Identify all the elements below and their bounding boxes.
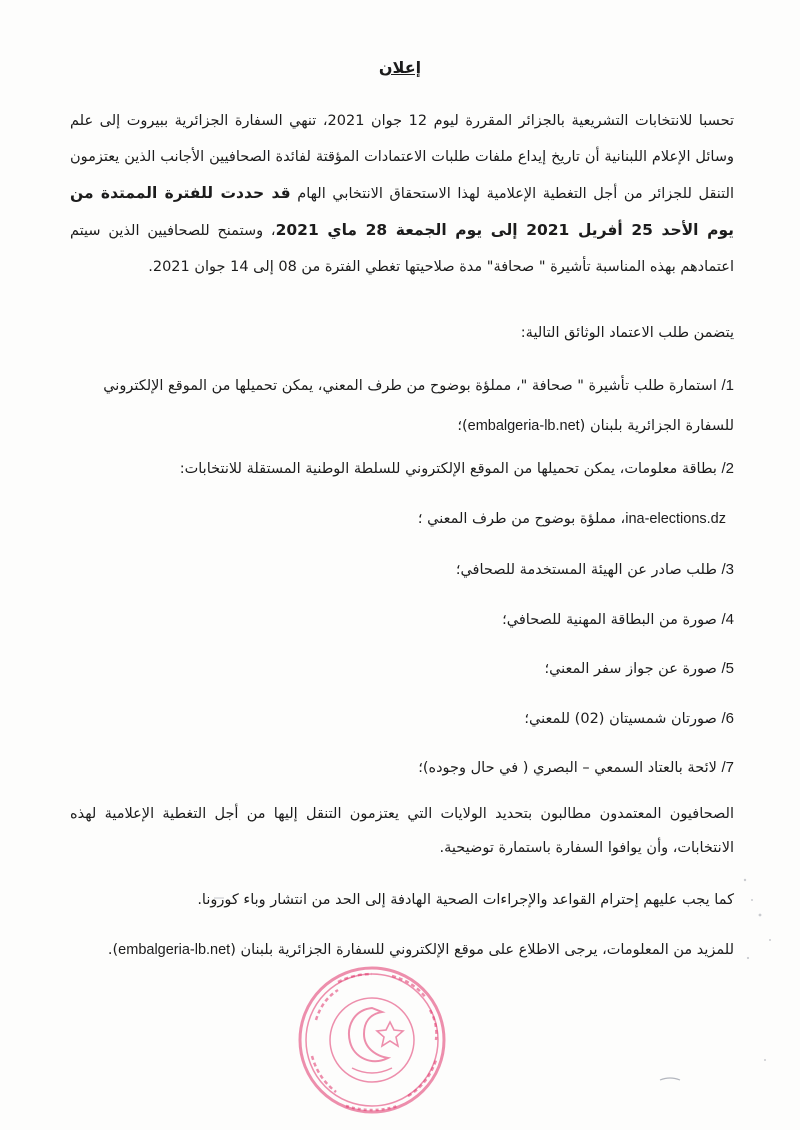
list-item-text: لائحة بالعتاد السمعي – البصري ( في حال وجوده)؛ <box>418 760 717 776</box>
journalists-paragraph: الصحافيون المعتمدون مطالبون بتحديد الولايات التي يعتزمون التنقل إليها من أجل التغطية الإعلامية لهذه الانتخابات، وأن يوافوا السفارة باستمارة توضيحية. <box>70 806 734 856</box>
list-item-text: ، مملؤة بوضوح من طرف المعني ؛ <box>417 511 626 527</box>
list-item-number: 4/ <box>721 611 734 628</box>
list-item-number: 7/ <box>721 759 734 776</box>
embassy-website-link[interactable]: embalgeria-lb.net <box>467 418 580 434</box>
list-item-2-continuation <box>70 500 726 538</box>
list-item-2 <box>70 450 734 488</box>
more-info-text: للمزيد من المعلومات، يرجى الاطلاع على موقع الإلكتروني للسفارة الجزائرية بلبنان ( <box>230 942 734 958</box>
list-item-number: 6/ <box>721 710 734 727</box>
list-item-7 <box>70 749 734 787</box>
list-item-number: 3/ <box>721 561 734 578</box>
list-item-text: صورة من البطاقة المهنية للصحافي؛ <box>502 612 717 628</box>
list-item-number: 2/ <box>721 460 734 477</box>
page-title: إعلان <box>378 58 422 77</box>
more-info-tail: ). <box>107 942 119 958</box>
intro-text-2: ، وستمنح للصحافيين الذين سيتم اعتمادهم بهذه المناسبة تأشيرة " صحافة" مدة صلاحيتها تغطي الفترة من 08 إلى 14 جوان 2021. <box>70 223 734 275</box>
intro-bold-dates: قد حددت للفترة الممتدة من يوم الأحد 25 أفريل 2021 إلى يوم الجمعة 28 ماي 2021 <box>70 184 735 239</box>
list-item-5 <box>70 650 734 688</box>
embassy-website-link-footer[interactable]: embalgeria-lb.net <box>118 942 231 958</box>
list-item-3 <box>70 551 734 589</box>
list-item-text: استمارة طلب تأشيرة " صحافة "، مملؤة بوضوح من طرف المعني، يمكن تحميلها من الموقع الإلكتروني للسفارة الجزائرية بلبنان ( <box>103 378 734 434</box>
intro-text-1: تحسبا للانتخابات التشريعية بالجزائر المقررة ليوم 12 جوان 2021، تنهي السفارة الجزائرية ببيروت إلى علم وسائل الإعلام اللبنانية أن تاريخ إيداع ملفات طلبات الاعتمادات المؤقتة لفائدة الصحافيين الأجانب الذين يعتزمون التنقل للجزائر من أجل التغطية الإعلامية لهذا الاستحقاق الانتخابي الهام <box>70 113 735 202</box>
list-item-text: طلب صادر عن الهيئة المستخدمة للصحافي؛ <box>455 562 717 578</box>
embassy-stamp-icon <box>292 960 452 1120</box>
requirements-lead: يتضمن طلب الاعتماد الوثائق التالية: <box>520 325 734 341</box>
list-item-1 <box>70 366 734 446</box>
list-item-text: بطاقة معلومات، يمكن تحميلها من الموقع الإلكتروني للسلطة الوطنية المستقلة للانتخابات: <box>179 461 717 477</box>
list-item-number: 5/ <box>721 660 734 677</box>
list-item-4 <box>70 601 734 639</box>
list-item-number: 1/ <box>721 377 734 394</box>
intro-paragraph <box>70 103 734 285</box>
list-item-text: صورتان شمسيتان (02) للمعني؛ <box>524 711 717 727</box>
list-item-tail: )؛ <box>457 418 468 434</box>
list-item-text: صورة عن جواز سفر المعني؛ <box>544 661 717 677</box>
elections-website-link[interactable]: ina-elections.dz <box>625 511 726 527</box>
list-item-6 <box>70 700 734 738</box>
health-rules-paragraph: كما يجب عليهم إحترام القواعد والإجراءات الصحية الهادفة إلى الحد من انتشار وباء كورونا. <box>197 892 734 908</box>
